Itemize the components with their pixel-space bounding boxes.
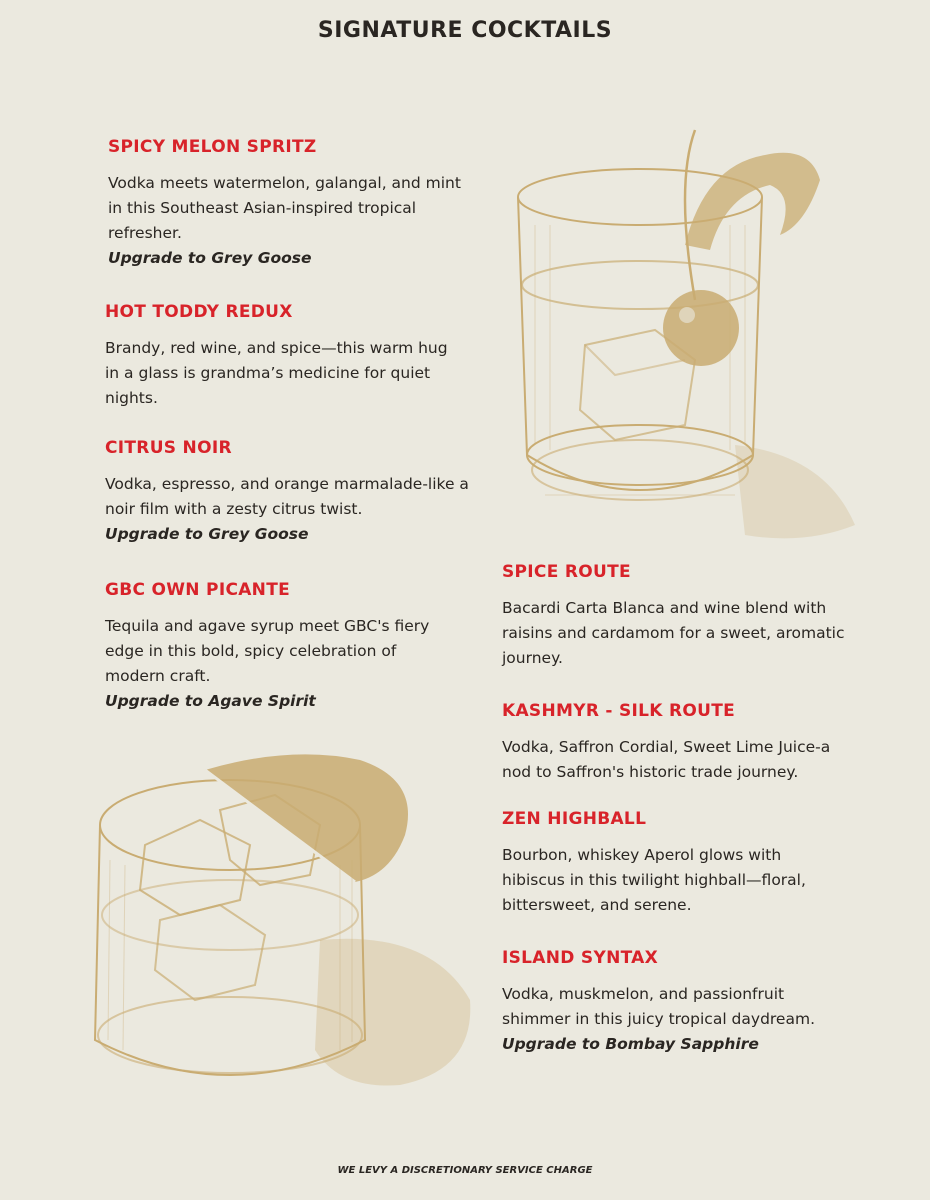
drink-description: Bacardi Carta Blanca and wine blend with raisins and cardamom for a sweet, aromatic journey. (502, 599, 845, 667)
drink-name: GBC OWN PICANTE (105, 580, 291, 600)
drink-name: HOT TODDY REDUX (105, 302, 293, 322)
menu-item-hot-toddy-redux (105, 301, 460, 411)
drink-name: SPICY MELON SPRITZ (108, 137, 317, 157)
menu-item-spicy-melon-spritz (108, 136, 473, 271)
drink-description: Tequila and agave syrup meet GBC's fiery edge in this bold, spicy celebration of modern craft. (105, 617, 430, 685)
menu-item-zen-highball (502, 808, 832, 918)
drink-description: Brandy, red wine, and spice—this warm hug in a glass is grandma’s medicine for quiet nights. (105, 339, 448, 407)
drink-name: KASHMYR - SILK ROUTE (502, 701, 736, 721)
menu-item-kashmyr-silk-route (502, 700, 847, 785)
drink-description: Vodka meets watermelon, galangal, and mint in this Southeast Asian-inspired tropical refresher. (108, 174, 461, 242)
drink-name: ZEN HIGHBALL (502, 809, 647, 829)
drink-description: Bourbon, whiskey Aperol glows with hibiscus in this twilight highball—floral, bittersweet, and serene. (502, 846, 806, 914)
service-charge-note: WE LEVY A DISCRETIONARY SERVICE CHARGE (337, 1165, 593, 1176)
drink-upgrade: Upgrade to Grey Goose (108, 249, 312, 267)
page-title: SIGNATURE COCKTAILS (317, 18, 613, 43)
drink-upgrade: Upgrade to Bombay Sapphire (502, 1035, 759, 1053)
menu-item-spice-route (502, 561, 872, 671)
drink-name: CITRUS NOIR (105, 438, 232, 458)
drink-description: Vodka, muskmelon, and passionfruit shimmer in this juicy tropical daydream. (502, 985, 815, 1028)
menu-item-gbc-own-picante (105, 579, 450, 714)
menu-item-citrus-noir (105, 437, 470, 547)
drink-name: ISLAND SYNTAX (502, 948, 659, 968)
drink-description: Vodka, espresso, and orange marmalade-like a noir film with a zesty citrus twist. (105, 475, 469, 518)
rocks-glass-with-citrus-icon (90, 750, 480, 1110)
cocktail-glass-with-cherry-icon (505, 125, 865, 565)
drink-upgrade: Upgrade to Grey Goose (105, 525, 309, 543)
drink-upgrade: Upgrade to Agave Spirit (105, 692, 316, 710)
drink-description: Vodka, Saffron Cordial, Sweet Lime Juice-a nod to Saffron's historic trade journey. (502, 738, 831, 781)
drink-name: SPICE ROUTE (502, 562, 631, 582)
menu-item-island-syntax (502, 947, 842, 1057)
